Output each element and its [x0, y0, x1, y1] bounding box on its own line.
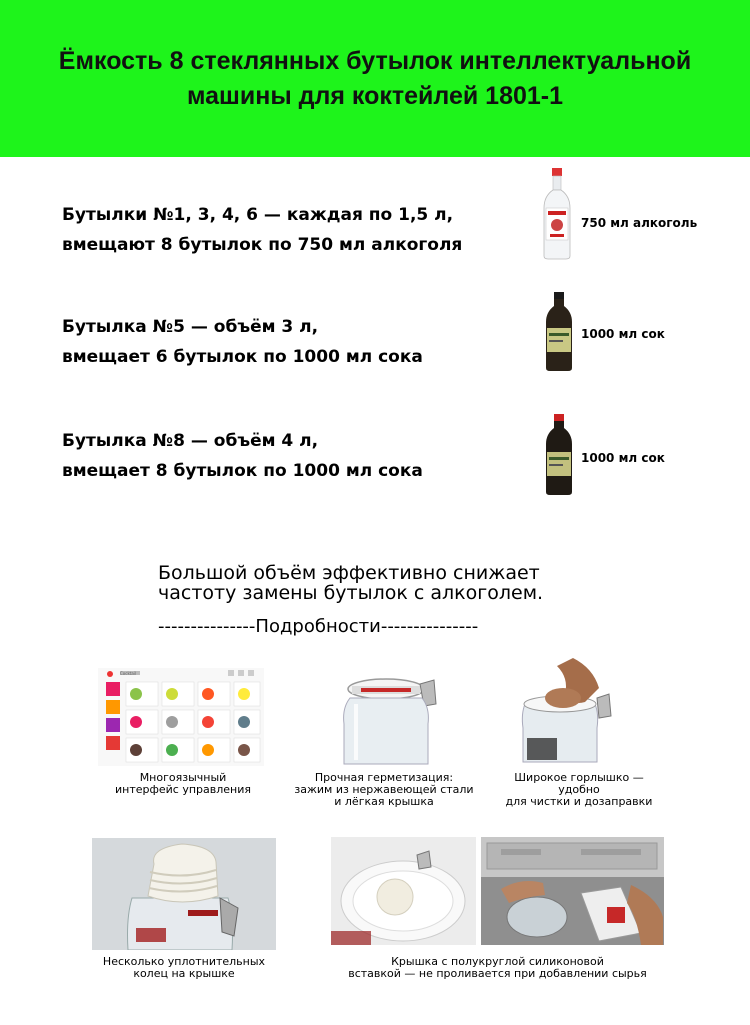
refill-machine-graphic — [481, 837, 664, 945]
refill-machine-photo — [481, 837, 664, 945]
feature-2-line-2: зажим из нержавеющей стали — [294, 783, 474, 796]
juice-bottle-image-2 — [543, 414, 575, 496]
title-line-2: машины для коктейлей 1801-1 — [186, 81, 564, 110]
spec-block-1 — [62, 200, 462, 260]
feature-caption-5 — [331, 956, 664, 980]
spec-3-line-1: Бутылка №8 — объём 4 л, — [62, 431, 319, 451]
feature-caption-3 — [494, 772, 664, 808]
wide-mouth-graphic — [513, 658, 625, 764]
feature-4-line-1: Несколько уплотнительных — [102, 955, 266, 968]
feature-caption-4 — [88, 956, 280, 980]
screen-app-name: Cocktail — [120, 671, 136, 676]
feature-1-line-1: Многоязычный — [139, 771, 227, 784]
wide-mouth-photo — [513, 658, 625, 764]
feature-caption-2 — [286, 772, 482, 808]
tagline-line-1: Большой объём эффективно снижает — [158, 562, 540, 584]
jar-clamp-photo — [336, 664, 456, 768]
feature-3-line-2: для чистки и дозаправки — [505, 795, 653, 808]
touchscreen-graphic — [98, 668, 264, 766]
spec-1-line-2: вмещают 8 бутылок по 750 мл алкоголя — [62, 235, 463, 255]
sealing-rings-photo — [92, 838, 276, 950]
feature-1-line-2: интерфейс управления — [114, 783, 252, 796]
feature-caption-1 — [98, 772, 268, 796]
bottle-label-2: 1000 мл сок — [581, 327, 665, 341]
spec-3-line-2: вмещает 8 бутылок по 1000 мл сока — [62, 461, 423, 481]
details-divider: ---------------Подробности--------------- — [158, 616, 479, 637]
capacity-tagline — [158, 563, 543, 603]
title-banner — [0, 0, 750, 157]
feature-5-line-2: вставкой — не проливается при добавлении сырья — [348, 967, 647, 980]
tagline-line-2: частоту замены бутылок с алкоголем. — [158, 582, 544, 604]
bottle-label-1: 750 мл алкоголь — [581, 216, 698, 230]
juice-bottle-image-1 — [543, 292, 575, 372]
silicone-lid-photo — [331, 837, 476, 945]
spec-block-2 — [62, 312, 423, 372]
feature-2-line-1: Прочная герметизация: — [314, 771, 454, 784]
bottle-label-3: 1000 мл сок — [581, 451, 665, 465]
touchscreen-interface-photo — [98, 668, 264, 766]
vodka-bottle-image — [540, 168, 574, 260]
feature-2-line-3: и лёгкая крышка — [334, 795, 434, 808]
spec-2-line-1: Бутылка №5 — объём 3 л, — [62, 317, 319, 337]
jar-clamp-graphic — [336, 664, 456, 768]
spec-1-line-1: Бутылки №1, 3, 4, 6 — каждая по 1,5 л, — [62, 205, 454, 225]
feature-5-line-1: Крышка с полукруглой силиконовой — [391, 955, 604, 968]
page-title — [15, 44, 735, 114]
sealing-rings-graphic — [92, 838, 276, 950]
spec-2-line-2: вмещает 6 бутылок по 1000 мл сока — [62, 347, 423, 367]
silicone-lid-graphic — [331, 837, 476, 945]
title-line-1: Ёмкость 8 стеклянных бутылок интеллектуальной — [58, 46, 692, 75]
feature-3-line-1: Широкое горлышко — удобно — [514, 771, 644, 796]
spec-block-3 — [62, 426, 423, 486]
feature-4-line-2: колец на крышке — [133, 967, 235, 980]
